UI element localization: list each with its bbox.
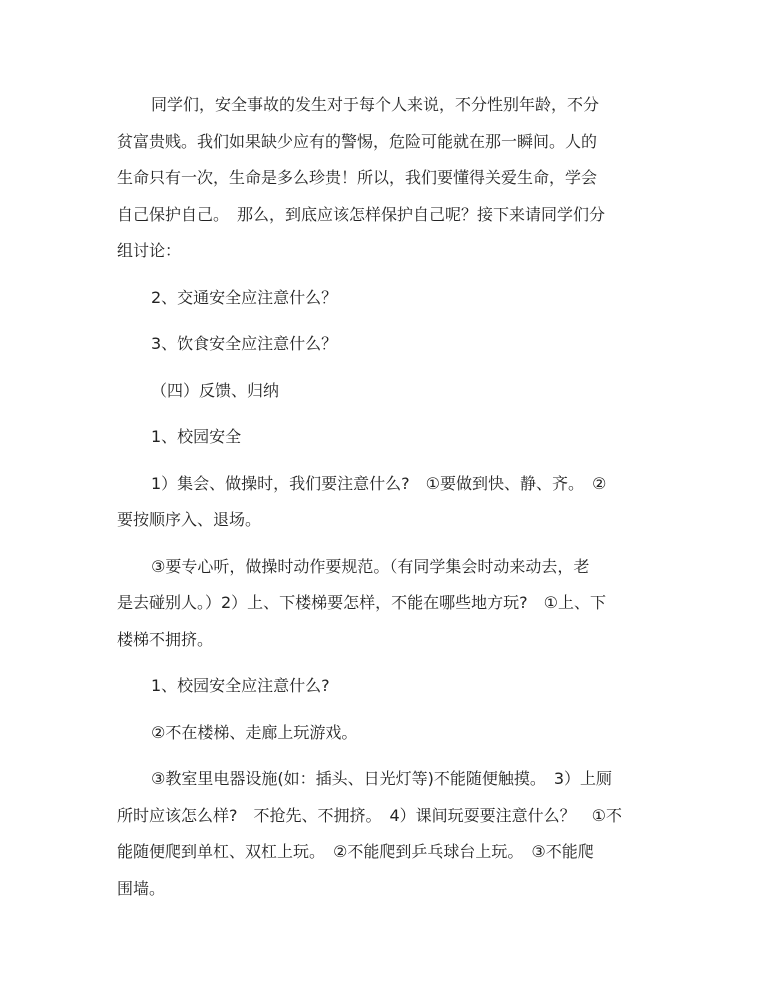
document-body (117, 87, 657, 917)
paragraph-line: 是去碰别人。）2）上、下楼梯要怎样，不能在哪些地方玩? ①上、下 (117, 593, 607, 612)
paragraph-line: 3、饮食安全应注意什么？ (151, 334, 338, 353)
paragraph-line: 能随便爬到单杠、双杠上玩。 ②不能爬到乒乓球台上玩。 ③不能爬 (117, 842, 594, 861)
paragraph-campus-question (117, 668, 657, 705)
paragraph-line: 贫富贵贱。我们如果缺少应有的警惕，危险可能就在那一瞬间。人的 (117, 131, 598, 151)
paragraph-line: 1）集会、做操时，我们要注意什么? ①要做到快、静、齐。 ② (151, 473, 607, 493)
paragraph-food-safety (117, 326, 657, 363)
paragraph-traffic-safety (117, 280, 657, 317)
paragraph-assembly (117, 466, 657, 539)
paragraph-line: 自己保护自己。 那么，到底应该怎样保护自己呢？接下来请同学们分 (117, 204, 606, 224)
paragraph-line: 同学们，安全事故的发生对于每个人来说，不分性别年龄，不分 (151, 95, 600, 114)
paragraph-line: ③要专心听，做操时动作要规范。（有同学集会时动来动去，老 (151, 556, 590, 576)
paragraph-line: 组讨论： (117, 241, 182, 260)
paragraph-line: 要按顺序入、退场。 (117, 510, 262, 529)
paragraph-classroom-recess (117, 761, 657, 907)
paragraph-line: 生命只有一次，生命是多么珍贵！所以，我们要懂得关爱生命，学会 (117, 168, 598, 187)
paragraph-line: ③教室里电器设施(如：插头、日光灯等)不能随便触摸。 3）上厕 (151, 769, 613, 788)
paragraph-intro (117, 87, 657, 270)
paragraph-line: 围墙。 (117, 878, 166, 898)
paragraph-line: ②不在楼梯、走廊上玩游戏。 (151, 722, 358, 742)
paragraph-line: 楼梯不拥挤。 (117, 629, 214, 649)
paragraph-line: 1、校园安全应注意什么? (151, 676, 330, 695)
paragraph-line: 1、校园安全 (151, 427, 242, 446)
section-heading-campus-safety (117, 419, 657, 456)
paragraph-line: 所时应该怎么样? 不抢先、不拥挤。 4）课间玩耍要注意什么？ ①不 (117, 805, 623, 825)
paragraph-no-games-stairs (117, 715, 657, 752)
section-heading-feedback (117, 373, 657, 410)
paragraph-line: （四）反馈、归纳 (151, 380, 280, 400)
paragraph-exercise-stairs (117, 549, 657, 659)
paragraph-line: 2、交通安全应注意什么？ (151, 287, 338, 307)
